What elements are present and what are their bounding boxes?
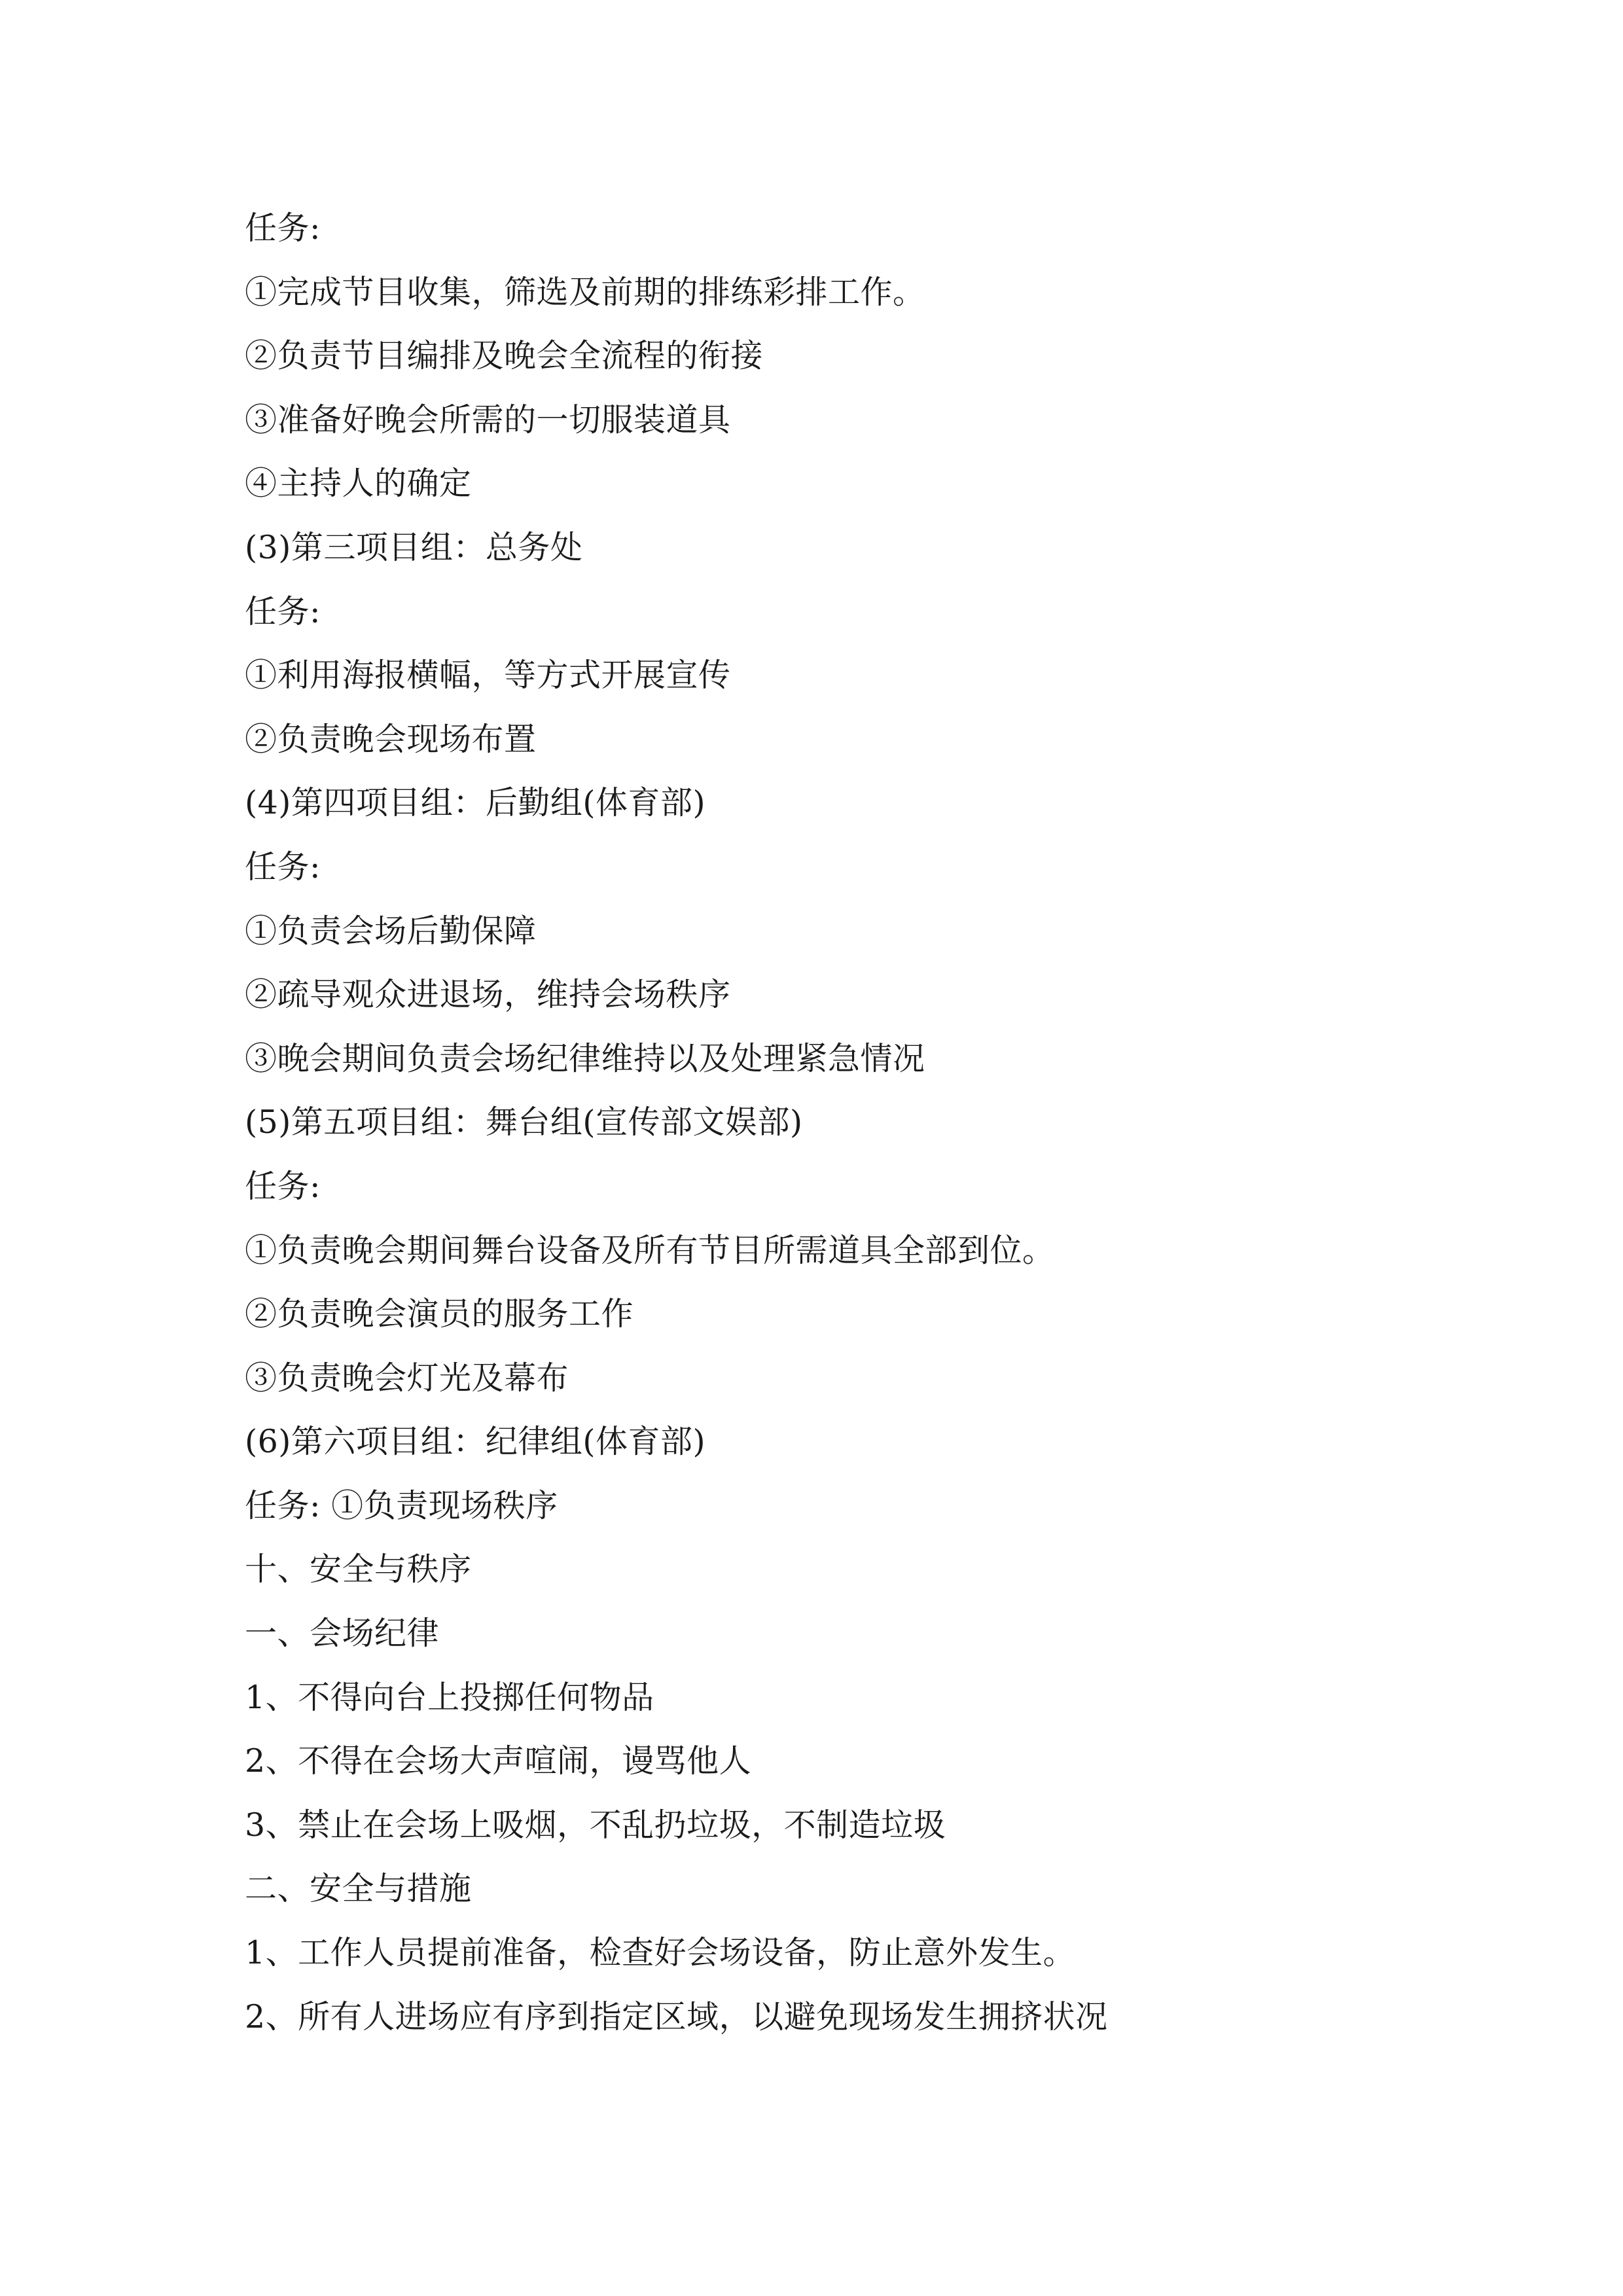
text-line: ②负责晚会现场布置 (245, 720, 537, 758)
text-line: ①利用海报横幅，等方式开展宣传 (245, 656, 731, 694)
text-line: ③准备好晚会所需的一切服装道具 (245, 401, 731, 439)
text-line: 任务: (245, 848, 321, 886)
text-line: ②疏导观众进退场，维持会场秩序 (245, 976, 731, 1014)
section-heading: 十、安全与秩序 (245, 1551, 472, 1588)
text-line: ①负责会场后勤保障 (245, 912, 537, 950)
document-body (245, 196, 1423, 2049)
section-heading: (5)第五项目组：舞台组(宣传部文娱部) (245, 1103, 803, 1141)
section-heading: (6)第六项目组：纪律组(体育部) (245, 1423, 706, 1461)
text-line: 任务: ①负责现场秩序 (245, 1486, 558, 1524)
text-line: ③晚会期间负责会场纪律维持以及处理紧急情况 (245, 1039, 925, 1077)
text-line: ②负责节目编排及晚会全流程的衔接 (245, 337, 764, 375)
text-line: 3、禁止在会场上吸烟，不乱扔垃圾，不制造垃圾 (245, 1806, 946, 1844)
text-line: ①完成节目收集，筛选及前期的排练彩排工作。 (245, 273, 925, 311)
text-line: 1、工作人员提前准备，检查好会场设备，防止意外发生。 (245, 1934, 1076, 1972)
section-heading: (4)第四项目组：后勤组(体育部) (245, 784, 706, 822)
text-line: ③负责晚会灯光及幕布 (245, 1359, 569, 1397)
text-line: 2、所有人进场应有序到指定区域，以避免现场发生拥挤状况 (245, 1998, 1108, 2036)
section-heading: 二、安全与措施 (245, 1870, 472, 1908)
text-line: ④主持人的确定 (245, 465, 472, 503)
section-heading: 一、会场纪律 (245, 1615, 440, 1653)
text-line: 任务: (245, 592, 321, 630)
text-line: ②负责晚会演员的服务工作 (245, 1295, 634, 1333)
text-line: 任务: (245, 209, 321, 247)
text-line: 2、不得在会场大声喧闹，谩骂他人 (245, 1742, 752, 1780)
text-line: ①负责晚会期间舞台设备及所有节目所需道具全部到位。 (245, 1231, 1055, 1269)
text-line: 1、不得向台上投掷任何物品 (245, 1678, 654, 1716)
section-heading: (3)第三项目组：总务处 (245, 528, 583, 566)
text-line: 任务: (245, 1167, 321, 1205)
